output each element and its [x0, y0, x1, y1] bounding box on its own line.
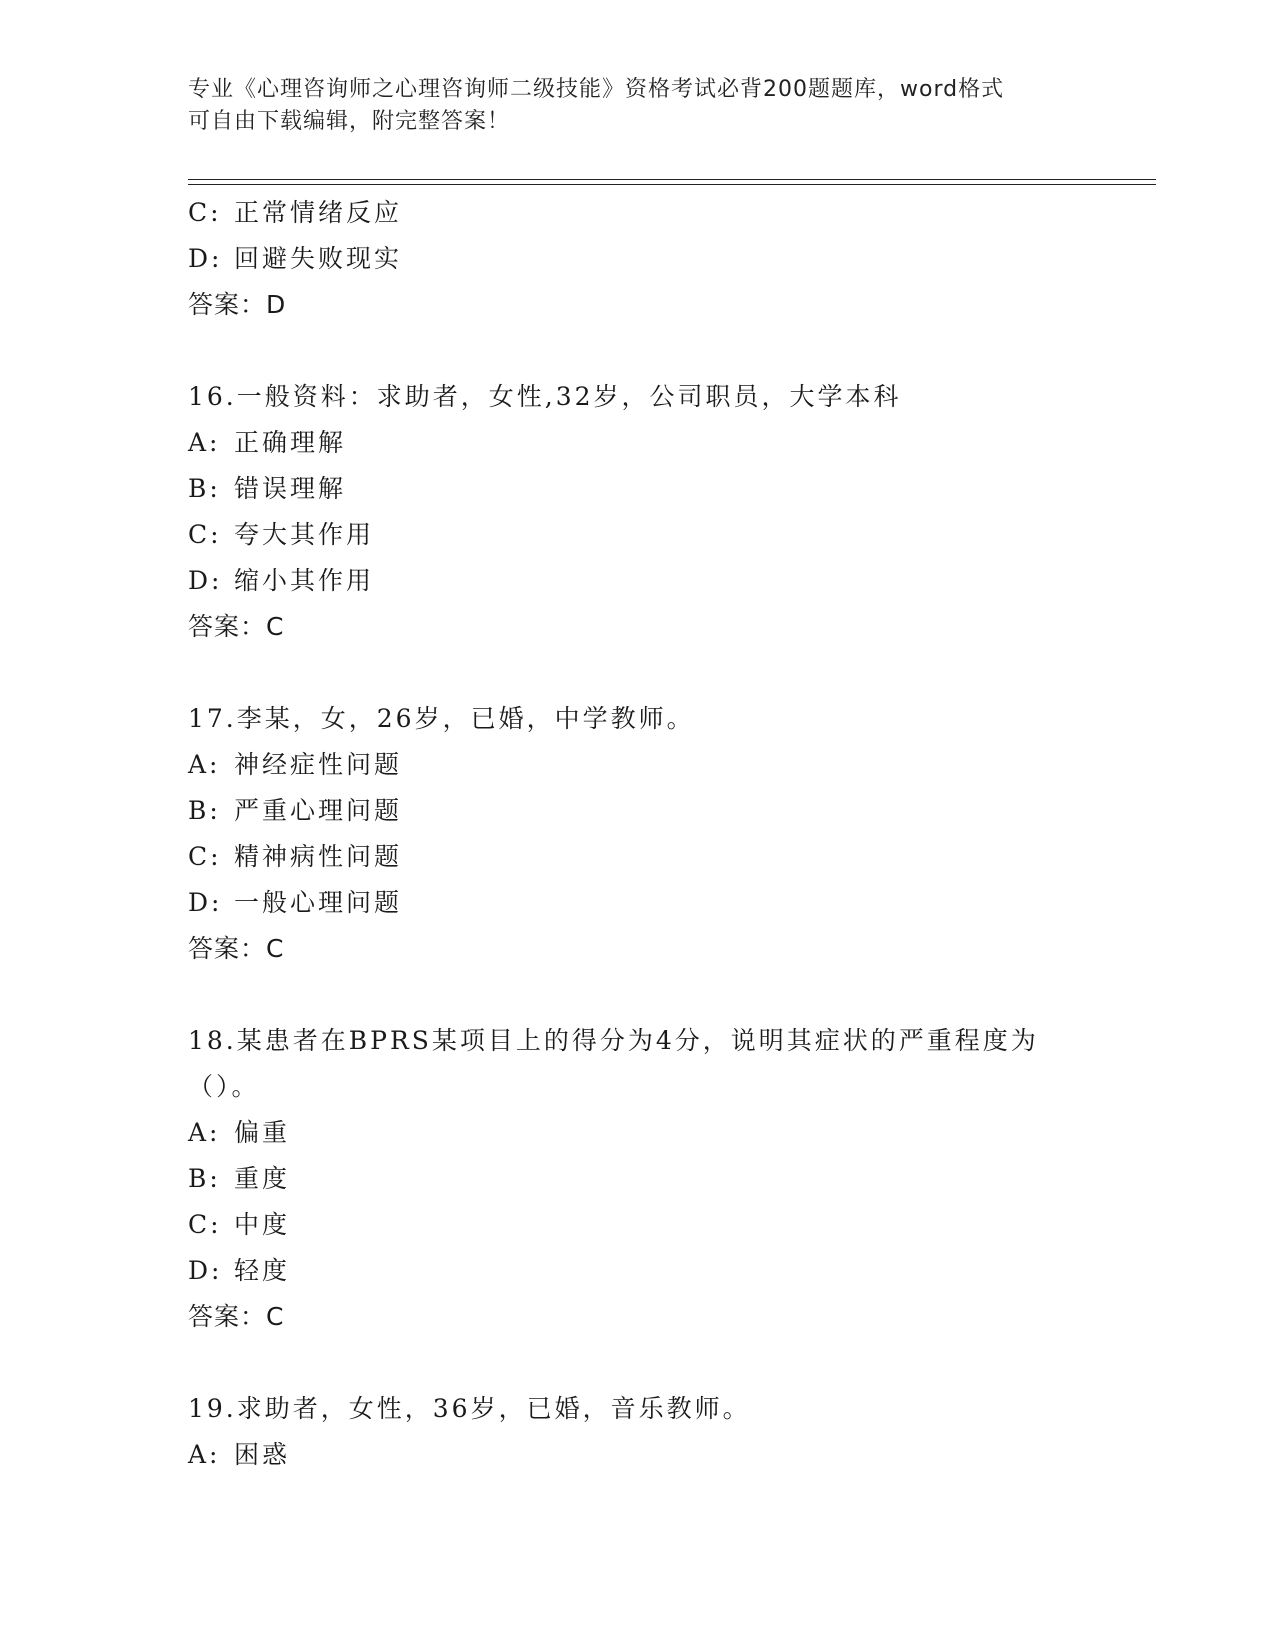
question-list [188, 190, 1088, 1478]
option-key: B: [188, 474, 221, 503]
answer-line: 答案：C [188, 1302, 285, 1331]
question-18-title-line-1: 18.某患者在BPRS某项目上的得分为4分，说明其症状的严重程度为 [188, 1026, 1039, 1055]
option-text: 重度 [234, 1164, 291, 1193]
spacer [188, 650, 1088, 696]
document-header [188, 74, 1088, 138]
option-text: 回避失败现实 [234, 244, 403, 273]
option-d [188, 1248, 1088, 1294]
option-key: A: [188, 1440, 221, 1469]
option-a [188, 1110, 1088, 1156]
answer-line: 答案：C [188, 934, 285, 963]
header-rule-bottom [188, 184, 1156, 185]
spacer [188, 972, 1088, 1018]
header-line-1: 专业《心理咨询师之心理咨询师二级技能》资格考试必背200题题库，word格式 [188, 77, 1005, 102]
option-a [188, 420, 1088, 466]
option-key: C: [188, 1210, 222, 1239]
question-19-title: 19.求助者，女性，36岁，已婚，音乐教师。 [188, 1394, 751, 1423]
option-a [188, 1432, 1088, 1478]
header-rule-top [188, 179, 1156, 180]
option-key: A: [188, 750, 221, 779]
option-text: 一般心理问题 [234, 888, 403, 917]
option-text: 错误理解 [234, 474, 347, 503]
option-text: 轻度 [234, 1256, 291, 1285]
option-key: B: [188, 796, 221, 825]
answer-line: 答案：D [188, 290, 287, 319]
option-b [188, 466, 1088, 512]
spacer [188, 328, 1088, 374]
option-d [188, 236, 1088, 282]
question-16-title: 16.一般资料：求助者，女性,32岁，公司职员，大学本科 [188, 382, 902, 411]
answer-line: 答案：C [188, 612, 285, 641]
option-text: 严重心理问题 [234, 796, 403, 825]
option-text: 正确理解 [234, 428, 347, 457]
option-text: 偏重 [234, 1118, 291, 1147]
option-d [188, 880, 1088, 926]
spacer [188, 1340, 1088, 1386]
option-key: D: [188, 888, 223, 917]
option-key: A: [188, 428, 221, 457]
option-key: C: [188, 198, 222, 227]
option-key: A: [188, 1118, 221, 1147]
header-line-2: 可自由下载编辑，附完整答案！ [188, 109, 511, 134]
option-c [188, 190, 1088, 236]
option-text: 精神病性问题 [234, 842, 403, 871]
option-c [188, 834, 1088, 880]
option-text: 神经症性问题 [234, 750, 403, 779]
option-key: C: [188, 520, 222, 549]
option-key: D: [188, 566, 223, 595]
option-c [188, 1202, 1088, 1248]
option-key: D: [188, 244, 223, 273]
question-18-title-line-2: （）。 [188, 1072, 260, 1101]
option-text: 中度 [234, 1210, 291, 1239]
question-17-title: 17.李某，女，26岁，已婚，中学教师。 [188, 704, 695, 733]
option-c [188, 512, 1088, 558]
option-key: C: [188, 842, 222, 871]
option-a [188, 742, 1088, 788]
option-key: B: [188, 1164, 221, 1193]
option-text: 夸大其作用 [234, 520, 375, 549]
option-text: 正常情绪反应 [234, 198, 403, 227]
option-text: 缩小其作用 [234, 566, 375, 595]
option-b [188, 788, 1088, 834]
option-b [188, 1156, 1088, 1202]
option-key: D: [188, 1256, 223, 1285]
option-d [188, 558, 1088, 604]
option-text: 困惑 [234, 1440, 291, 1469]
